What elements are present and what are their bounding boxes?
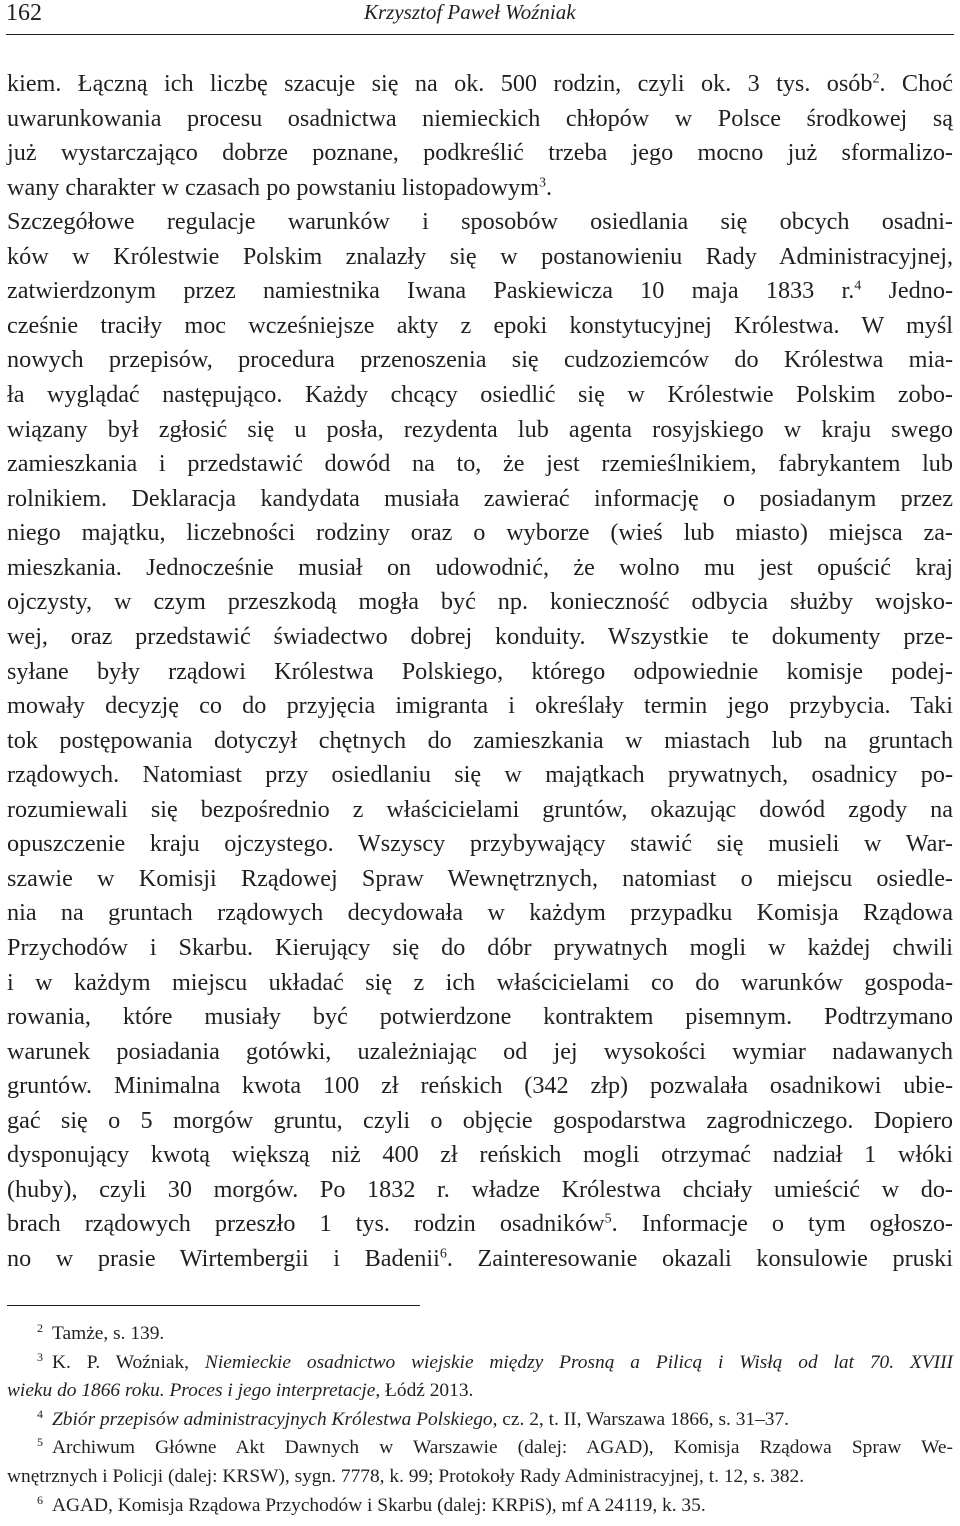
- text-run: wej, oraz przedstawić świadectwo dobrej konduity. Wszystkie te dokumenty prze-: [7, 622, 953, 650]
- body-line: [7, 171, 953, 205]
- body-line: [7, 1000, 953, 1034]
- text-run: warunek posiadania gotówki, uzależniając od jej wysokości wymiar nadawanych: [7, 1037, 953, 1065]
- page-number: 162: [6, 0, 42, 26]
- body-line: [7, 1104, 953, 1138]
- body-line: [7, 758, 953, 792]
- text-run: już wystarczająco dobrze poznane, podkreślić trzeba jego mocno już sformalizo-: [7, 139, 953, 167]
- footnote-line: [7, 1320, 953, 1348]
- footnote-number: 2: [37, 1321, 44, 1336]
- body-line: [7, 793, 953, 827]
- body-line: [7, 1173, 953, 1207]
- text-run: Archiwum Główne Akt Dawnych w Warszawie (dalej: AGAD), Komisja Rządowa Spraw We-: [52, 1437, 953, 1459]
- text-run: , cz. 2, t. II, Warszawa 1866, s. 31–37.: [492, 1408, 790, 1430]
- footnote-line: [7, 1492, 953, 1520]
- text-run: wany charakter w czasach po powstaniu listopadowym: [7, 173, 539, 201]
- body-line: [7, 1138, 953, 1172]
- body-line: [7, 827, 953, 861]
- header-rule: [6, 34, 954, 35]
- body-line: [7, 413, 953, 447]
- text-run: ków w Królestwie Polskim znalazły się w postanowieniu Rady Administracyjnej,: [7, 242, 953, 270]
- text-run: mieszkania. Jednocześnie musiał on udowodnić, że wolno mu jest opuścić kraj: [7, 553, 953, 581]
- footnote-ref: 2: [872, 70, 880, 87]
- footnote-number: 4: [37, 1406, 44, 1421]
- text-run: wiązany był zgłosić się u posła, rezydenta lub agenta rosyjskiego w kraju swego: [7, 415, 953, 443]
- text-run: ojczysty, w czym przeszkodą mogła być np. konieczność odbycia służby wojsko-: [7, 588, 953, 616]
- text-run: rolnikiem. Deklaracja kandydata musiała zawierać informację o posiadanym przez: [7, 484, 953, 512]
- body-line: [7, 378, 953, 412]
- text-run: (huby), czyli 30 morgów. Po 1832 r. władze Królestwa chciały umieścić w do-: [7, 1175, 953, 1203]
- text-run: gać się o 5 morgów gruntu, czyli o objęcie gospodarstwa zagrodniczego. Dopiero: [7, 1106, 953, 1134]
- body-line: [7, 274, 953, 308]
- text-run: Jedno-: [861, 277, 953, 305]
- page-header: [6, 0, 954, 30]
- body-line: [7, 1242, 953, 1276]
- body-line: [7, 343, 953, 377]
- text-run: niego majątku, liczebności rodziny oraz o wyborze (wieś lub miasto) miejsca za-: [7, 519, 953, 547]
- body-line: [7, 585, 953, 619]
- text-run: Przychodów i Skarbu. Kierujący się do dóbr prywatnych mogli w każdej chwili: [7, 934, 953, 961]
- text-run: AGAD, Komisja Rządowa Przychodów i Skarbu (dalej: KRPiS), mf A 24119, k. 35.: [52, 1494, 706, 1516]
- text-run: K. P. Woźniak,: [52, 1351, 205, 1373]
- text-run: szawie w Komisji Rządowej Spraw Wewnętrznych, natomiast o miejscu osiedle-: [7, 864, 953, 892]
- text-run: dysponujący kwotą większą niż 400 zł reńskich mogli otrzymać nadział 1 włóki: [7, 1141, 953, 1169]
- footnote-ref: 5: [604, 1210, 612, 1227]
- footnote-number: 3: [37, 1349, 44, 1364]
- text-run: nowych przepisów, procedura przenoszenia się cudzoziemców do Królestwa mia-: [7, 346, 953, 374]
- text-run: uwarunkowania procesu osadnictwa niemieckich chłopów w Polsce środkowej są: [7, 104, 953, 132]
- footnote-number: 6: [37, 1492, 44, 1507]
- text-run: gruntów. Minimalna kwota 100 zł reńskich (342 złp) pozwalała osadnikowi ubie-: [7, 1072, 953, 1100]
- body-line: [7, 136, 953, 170]
- text-run: , Łódź 2013.: [375, 1380, 474, 1402]
- footnote-ref: 6: [439, 1245, 447, 1262]
- body-line: [7, 931, 953, 965]
- body-line: [7, 309, 953, 343]
- body-line: [7, 896, 953, 930]
- body-line: [7, 240, 953, 274]
- footnote-separator: [7, 1305, 420, 1306]
- body-line: [7, 1069, 953, 1103]
- text-run: rozumiewali się bezpośrednio z właścicielami gruntów, okazując dowód zgody na: [7, 795, 953, 823]
- body-line: [7, 551, 953, 585]
- text-run: nia na gruntach rządowych decydowała w każdym przypadku Komisja Rządowa: [7, 899, 953, 927]
- body-line: [7, 620, 953, 654]
- body-line: [7, 689, 953, 723]
- text-run: syłane były rządowi Królestwa Polskiego, którego odpowiednie komisje podej-: [7, 657, 953, 685]
- body-line: [7, 67, 953, 101]
- body-line: [7, 447, 953, 481]
- body-line: [7, 862, 953, 896]
- text-run: ła wyglądać następująco. Każdy chcący osiedlić się w Królestwie Polskim zobo-: [7, 381, 953, 409]
- footnote-ref: 3: [538, 173, 546, 190]
- text-run: kiem. Łączną ich liczbę szacuje się na ok. 500 rodzin, czyli ok. 3 tys. osób: [7, 70, 873, 97]
- text-run: rowania, które musiały być potwierdzone kontraktem pisemnym. Podtrzymano: [7, 1003, 953, 1031]
- text-run: tok postępowania dotyczył chętnych do zamieszkania w miastach lub na gruntach: [7, 726, 953, 754]
- italic-title: Niemieckie osadnictwo wiejskie między Prosną a Pilicą i Wisłą od lat 70. XVIII: [204, 1351, 954, 1373]
- footnote-line: [7, 1434, 953, 1462]
- text-run: brach rządowych przeszło 1 tys. rodzin osadników: [7, 1210, 605, 1238]
- body-line: [7, 655, 953, 689]
- body-line: [7, 205, 953, 239]
- body-line: [7, 966, 953, 1000]
- text-run: Tamże, s. 139.: [52, 1323, 165, 1344]
- footnote-number: 5: [37, 1435, 44, 1450]
- text-run: .: [545, 173, 553, 201]
- footnote-line: [7, 1377, 953, 1405]
- footnote-line: [7, 1406, 953, 1434]
- footnote-line: [7, 1463, 953, 1491]
- body-line: [7, 102, 953, 136]
- italic-title: Zbiór przepisów administracyjnych Królestwa Polskiego: [52, 1408, 493, 1430]
- text-run: Szczegółowe regulacje warunków i sposobów osiedlania się obcych osadni-: [7, 208, 953, 236]
- text-run: . Informacje o tym ogłoszo-: [611, 1210, 953, 1238]
- text-run: zatwierdzonym przez namiestnika Iwana Paskiewicza 10 maja 1833 r.: [7, 277, 855, 305]
- text-run: cześnie traciły moc wcześniejsze akty z epoki konstytucyjnej Królestwa. W myśl: [7, 311, 953, 339]
- text-run: mowały decyzję co do przyjęcia imigranta i określały termin jego przybycia. Taki: [7, 692, 953, 720]
- footnote-line: [7, 1349, 953, 1377]
- text-run: no w prasie Wirtembergii i Badenii: [7, 1245, 440, 1273]
- running-head: Krzysztof Paweł Woźniak: [364, 0, 576, 24]
- body-line: [7, 1035, 953, 1069]
- text-run: i w każdym miejscu układać się z ich właścicielami co do warunków gospoda-: [7, 968, 953, 996]
- text-run: . Choć: [879, 70, 953, 97]
- text-run: wnętrznych i Policji (dalej: KRSW), sygn. 7778, k. 99; Protokoły Rady Administracyjnej, t. 12, s. 382.: [7, 1466, 805, 1487]
- footnote-ref: 4: [854, 277, 862, 294]
- text-run: rządowych. Natomiast przy osiedlaniu się w majątkach prywatnych, osadnicy po-: [7, 761, 953, 789]
- text-run: opuszczenie kraju ojczystego. Wszyscy przybywający stawić się musieli w War-: [7, 830, 953, 858]
- body-line: [7, 724, 953, 758]
- body-line: [7, 482, 953, 516]
- body-line: [7, 516, 953, 550]
- italic-title: wieku do 1866 roku. Proces i jego interpretacje: [7, 1380, 376, 1402]
- body-line: [7, 1207, 953, 1241]
- text-run: . Zainteresowanie okazali konsulowie pruski: [446, 1245, 953, 1273]
- text-run: zamieszkania i przedstawić dowód na to, że jest rzemieślnikiem, fabrykantem lub: [7, 450, 953, 478]
